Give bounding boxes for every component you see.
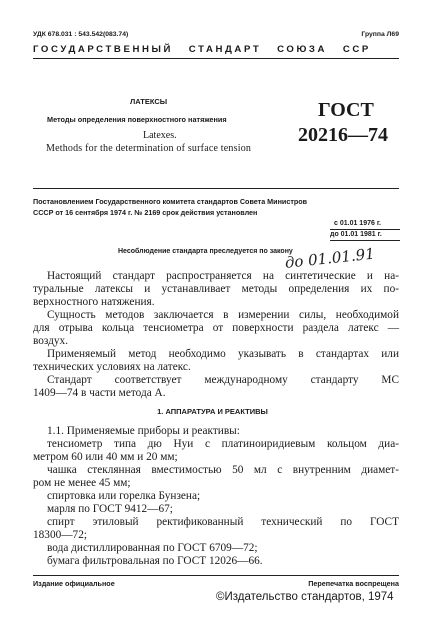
section-title: 1. АППАРАТУРА И РЕАКТИВЫ	[157, 407, 268, 416]
p4-line-1: Стандарт соответствует международному стандарту МС	[47, 374, 399, 386]
official-edition: Издание официальное	[33, 579, 115, 588]
s1-line-4: чашка стеклянная вместимостью 50 мл с внутренним диамет-	[47, 464, 399, 476]
s1-line-8: спирт этиловый ректификованный технический по ГОСТ	[47, 516, 399, 528]
effective-from: с 01.01 1976 г.	[334, 220, 381, 227]
footer-rule	[33, 575, 399, 576]
legal-warning: Несоблюдение стандарта преследуется по закону	[118, 248, 293, 255]
p3-line-1: Применяемый метод необходимо указывать в стандартах или	[47, 348, 399, 360]
group-code: Группа Л69	[361, 31, 399, 38]
handwritten-extension-note: до 01.01.91	[284, 244, 376, 272]
decree-line-1: Постановлением Государственного комитета стандартов Совета Министров	[33, 197, 308, 206]
p1-line-2: туральные латексы и устанавливает методы определения их по-	[33, 283, 399, 295]
s1-line-2: тенсиометр типа дю Нуи с платиноиридиевым кольцом диа-	[47, 438, 399, 450]
p1-line-1: Настоящий стандарт распространяется на синтетические и на-	[47, 270, 399, 282]
subtitle-ru: Методы определения поверхностного натяжения	[47, 115, 227, 124]
s1-line-3: метром 60 или 40 мм и 20 мм;	[33, 451, 178, 463]
decree-line-2: СССР от 16 сентября 1974 г. № 2169 срок действия установлен	[33, 208, 258, 217]
gost-number: 20216—74	[298, 124, 388, 146]
title-ru: ЛАТЕКСЫ	[130, 97, 168, 106]
p2-line-3: воздух.	[33, 335, 69, 347]
p4-line-2: 1409—74 в части метода А.	[33, 387, 166, 399]
reprint-prohibited: Перепечатка воспрещена	[308, 579, 399, 588]
s1-line-6: спиртовка или горелка Бунзена;	[47, 490, 201, 502]
effective-to-underline	[330, 240, 400, 241]
udk-code: УДК 678.031 : 543.542(083.74)	[33, 31, 129, 38]
s1-line-1: 1.1. Применяемые приборы и реактивы:	[47, 425, 240, 437]
publisher-line	[216, 591, 394, 603]
publisher-name: Издательство стандартов, 1974	[224, 591, 394, 603]
agency-header: ГОСУДАРСТВЕННЫЙ СТАНДАРТ СОЮЗА ССР	[33, 44, 371, 55]
s1-line-11: бумага фильтровальная по ГОСТ 12026—66.	[47, 555, 263, 567]
header-rule	[33, 58, 399, 59]
s1-line-9: 18300—72;	[33, 529, 87, 541]
p3-line-2: технических условиях на латекс.	[33, 361, 191, 373]
s1-line-5: ром не менее 45 мм;	[33, 477, 131, 489]
effective-to: до 01.01 1981 г.	[330, 231, 382, 238]
copyright-icon: ©	[216, 591, 225, 603]
p2-line-1: Сущность методов заключается в измерении силы, необходимой	[47, 309, 399, 321]
p2-line-2: для отрыва кольца тенсиометра от поверхности раздела латекс —	[33, 322, 399, 334]
subtitle-en: Methods for the determination of surface tension	[46, 143, 252, 154]
s1-line-10: вода дистиллированная по ГОСТ 6709—72;	[47, 542, 258, 554]
gost-label: ГОСТ	[318, 99, 374, 121]
s1-line-7: марля по ГОСТ 9412—67;	[47, 503, 173, 515]
effective-from-underline	[330, 229, 400, 230]
title-rule	[33, 188, 399, 189]
title-en: Latexes.	[143, 130, 177, 141]
p1-line-3: верхностного натяжения.	[33, 296, 155, 308]
